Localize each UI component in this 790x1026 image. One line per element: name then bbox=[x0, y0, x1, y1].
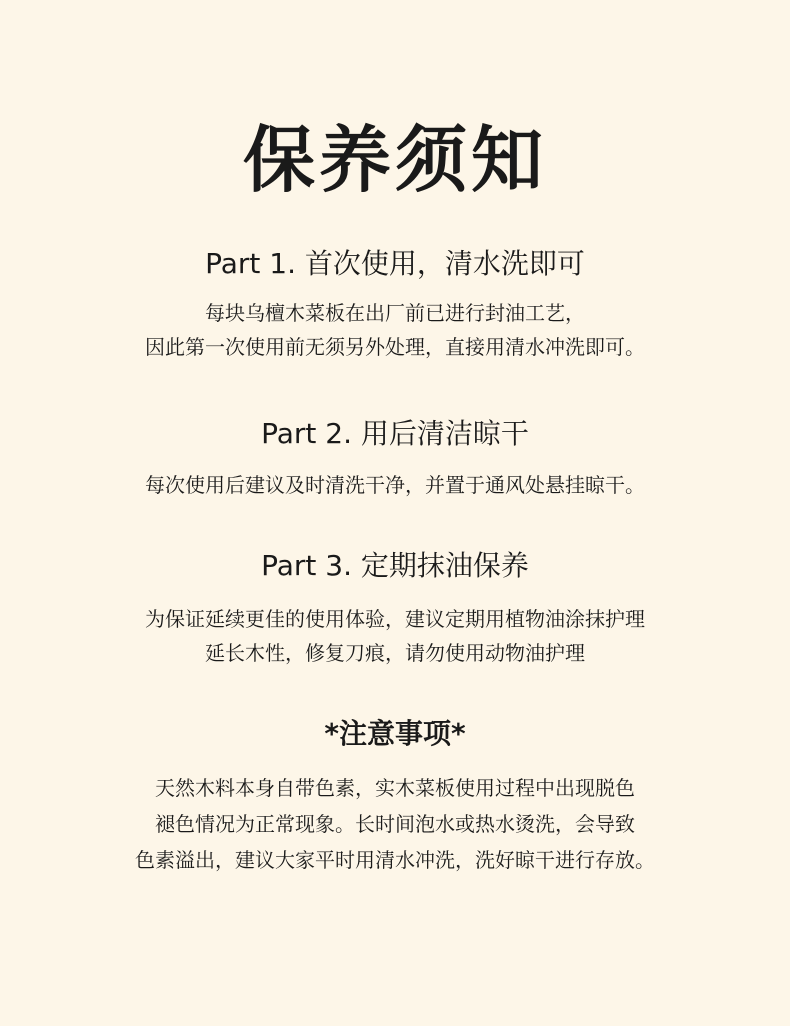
section-first-use bbox=[0, 246, 790, 364]
section-text-line: 因此第一次使用前无须另外处理，直接用清水冲洗即可。 bbox=[145, 335, 645, 359]
section-clean-dry bbox=[0, 416, 790, 502]
section-heading: Part 3. 定期抹油保养 bbox=[261, 549, 529, 582]
section-heading: Part 2. 用后清洁晾干 bbox=[261, 417, 529, 450]
section-text-line: 色素溢出，建议大家平时用清水冲洗，洗好晾干进行存放。 bbox=[135, 848, 655, 872]
section-heading: Part 1. 首次使用，清水洗即可 bbox=[205, 247, 585, 280]
section-oil-maintenance bbox=[0, 548, 790, 670]
page-title: 保养须知 bbox=[242, 118, 547, 202]
section-heading: *注意事项* bbox=[324, 717, 466, 750]
section-text-line: 为保证延续更佳的使用体验，建议定期用植物油涂抹护理 bbox=[145, 607, 645, 631]
section-text-line: 每次使用后建议及时清洗干净，并置于通风处悬挂晾干。 bbox=[145, 473, 645, 497]
section-text-line: 褪色情况为正常现象。长时间泡水或热水烫洗，会导致 bbox=[155, 812, 635, 836]
section-text-line: 延长木性，修复刀痕，请勿使用动物油护理 bbox=[205, 641, 585, 665]
section-text-line: 天然木料本身自带色素，实木菜板使用过程中出现脱色 bbox=[155, 776, 635, 800]
section-notes bbox=[0, 716, 790, 878]
section-text-line: 每块乌檀木菜板在出厂前已进行封油工艺， bbox=[205, 301, 585, 325]
